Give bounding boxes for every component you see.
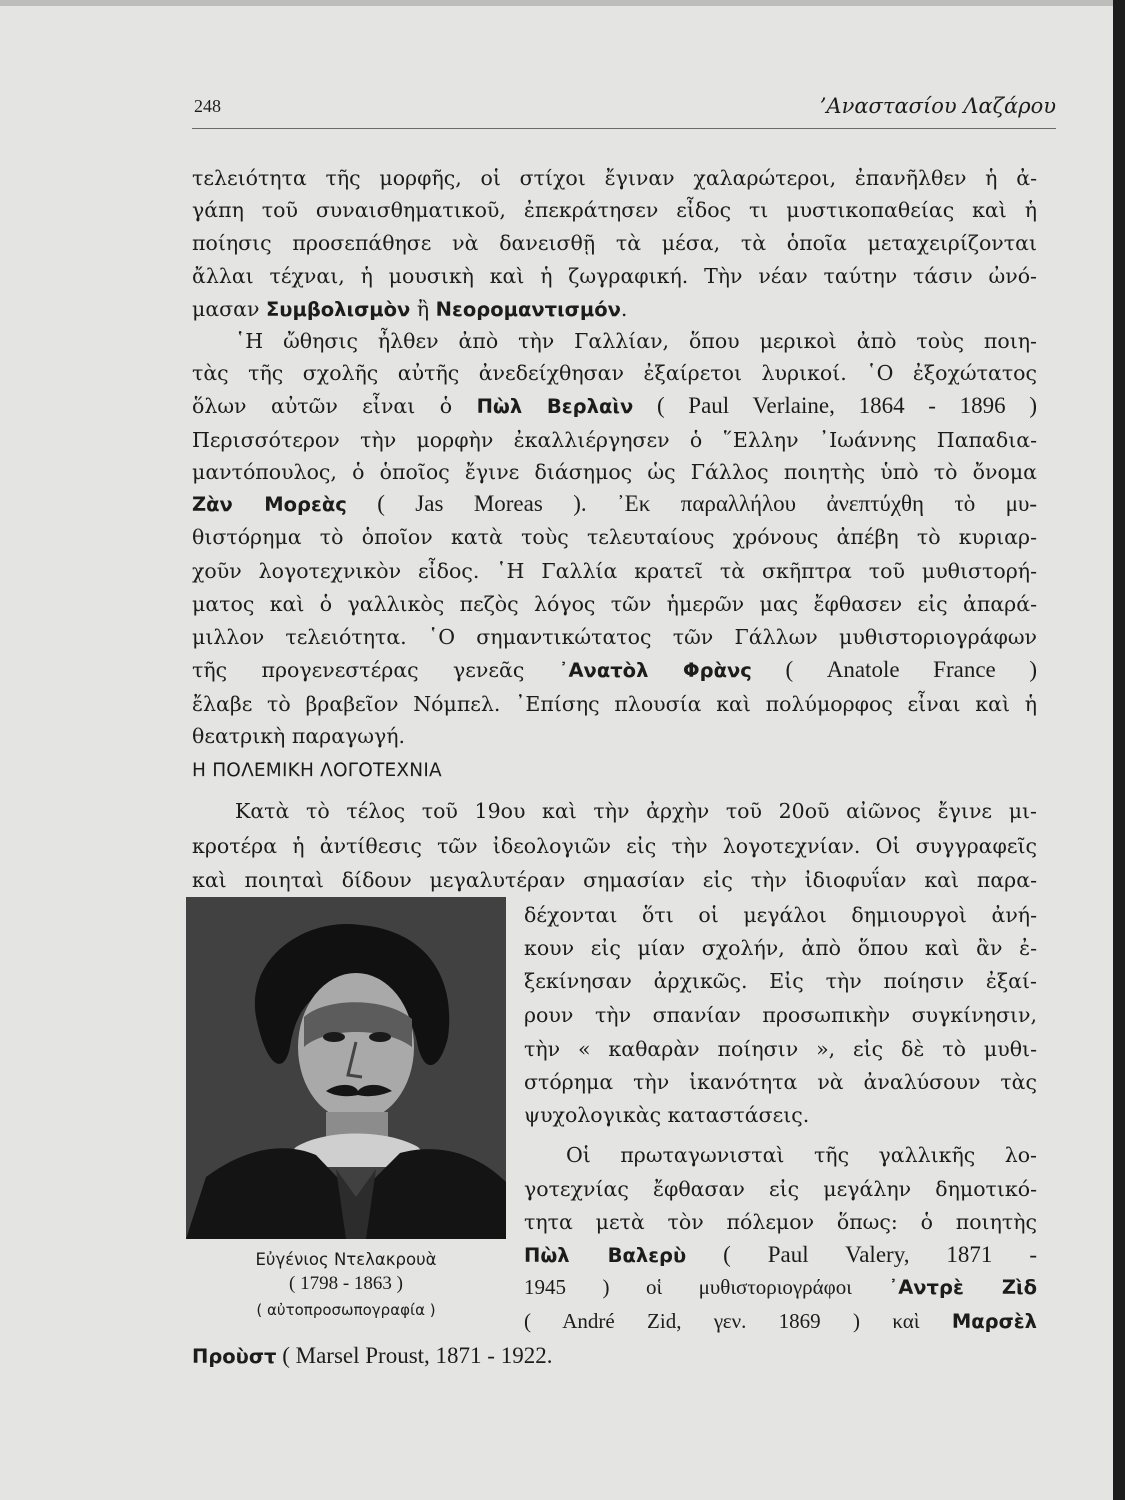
text-line — [192, 390, 1037, 422]
scan-edge-right — [1113, 0, 1125, 1500]
text-line — [192, 488, 1037, 520]
portrait-caption-name: Εὐγένιος Ντελακρουὰ — [255, 1250, 437, 1269]
text-line: κουν εἰς μίαν σχολήν, ἀπὸ ὅπου καὶ ἂν ἐ- — [524, 936, 1037, 960]
bold-name: Πὼλ Βαλερὺ — [524, 1244, 687, 1267]
text-run: ἢ — [410, 297, 436, 321]
bold-term: Συμβολισμὸν — [265, 298, 411, 321]
running-head-author: ’Αναστασίου Λαζάρου — [819, 94, 1056, 118]
text-line: κροτέρα ἡ ἀντίθεσις τῶν ἰδεολογιῶν εἰς τὴν λογοτεχνίαν. Οἱ συγγραφεῖς — [192, 834, 1037, 858]
text-run: μασαν — [192, 297, 266, 321]
bold-name: Μαρσὲλ — [951, 1310, 1037, 1333]
text-line — [192, 293, 1037, 325]
text-run: . — [620, 297, 628, 321]
text-line — [192, 1340, 662, 1372]
text-run: ( André Zid, γεν. 1869 ) καὶ — [524, 1309, 952, 1333]
text-line — [192, 654, 1037, 686]
page-header — [192, 94, 1056, 129]
portrait-caption-years: ( 1798 - 1863 ) — [289, 1273, 403, 1294]
text-line: θιστόρημα τὸ ὁποῖον κατὰ τοὺς τελευταίους χρόνους ἀπέβη τὸ κυριαρ- — [192, 525, 1037, 549]
portrait-caption-note: ( αὐτοπροσωπογραφία ) — [256, 1301, 436, 1319]
text-line: ποίησις προσεπάθησε νὰ δανεισθῇ τὰ μέσα, τὰ ὁποῖα μεταχειρίζονται — [192, 231, 1037, 255]
text-line: Οἱ πρωταγωνισταὶ τῆς γαλλικῆς λο- — [566, 1143, 1037, 1167]
text-line: γοτεχνίας ἔφθασαν εἰς μεγάλην δημοτικό- — [524, 1177, 1037, 1201]
text-line: ματος καὶ ὁ γαλλικὸς πεζὸς λόγος τῶν ἡμερῶν μας ἔφθασεν εἰς ἀπαρά- — [192, 592, 1037, 616]
bold-term: Νεορομαντισμόν — [435, 298, 621, 321]
bold-name: ᾿Αντρὲ Ζὶδ — [888, 1276, 1037, 1299]
latin-run: ( Paul Verlaine, 1864 - 1896 ) — [633, 393, 1038, 418]
text-line: θεατρικὴ παραγωγή. — [192, 724, 406, 748]
text-line — [524, 1305, 1037, 1337]
text-line: χοῦν λογοτεχνικὸν εἶδος. ῾Η Γαλλία κρατεῖ τὰ σκῆπτρα τοῦ μυθιστορή- — [192, 559, 1037, 583]
text-line: μιλλον τελειότητα. ῾Ο σημαντικώτατος τῶν Γάλλων μυθιστοριογράφων — [192, 625, 1037, 649]
latin-run: ( Paul Valery, 1871 - — [686, 1242, 1038, 1267]
text-line: ρουν τὴν σπανίαν προσωπικὴν συγκίνησιν, — [524, 1003, 1037, 1027]
text-line: τελειότητα τῆς μορφῆς, οἱ στίχοι ἔγιναν χαλαρώτεροι, ἐπανῆλθεν ἡ ἀ- — [192, 166, 1037, 190]
latin-run: ( Jas Moreas ). ᾿Εκ παραλλήλου ἀνεπτύχθη τὸ μυ- — [346, 491, 1037, 516]
section-heading: Η ΠΟΛΕΜΙΚΗ ΛΟΓΟΤΕΧΝΙΑ — [192, 760, 442, 781]
text-line: ἔλαβε τὸ βραβεῖον Νόμπελ. ᾿Επίσης πλουσία καὶ πολύμορφος εἶναι καὶ ἡ — [192, 692, 1037, 716]
text-line: στόρημα τὴν ἱκανότητα νὰ ἀναλύσουν τὰς — [524, 1070, 1037, 1094]
page-number: 248 — [194, 96, 221, 116]
text-run: τῆς προγενεστέρας γενεᾶς — [192, 658, 559, 682]
text-line: Περισσότερον τὴν μορφὴν ἐκαλλιέργησεν ὁ ῞Ελλην ᾿Ιωάννης Παπαδια- — [192, 428, 1037, 452]
text-line: ξεκίνησαν ἀρχικῶς. Εἰς τὴν ποίησιν ἐξαί- — [524, 969, 1037, 993]
text-line: γάπη τοῦ συναισθηματικοῦ, ἐπεκράτησεν εἶδος τι μυστικοπαθείας καὶ ἡ — [192, 198, 1037, 222]
text-line: ῾Η ὤθησις ἦλθεν ἀπὸ τὴν Γαλλίαν, ὅπου μερικοὶ ἀπὸ τοὺς ποιη- — [235, 329, 1037, 353]
text-line: τὰς τῆς σχολῆς αὐτῆς ἀνεδείχθησαν ἐξαίρετοι λυρικοί. ῾Ο ἐξοχώτατος — [192, 361, 1037, 385]
text-run: ὅλων αὐτῶν εἶναι ὁ — [192, 394, 477, 418]
text-line: καὶ ποιηταὶ δίδουν μεγαλυτέραν σημασίαν εἰς τὴν ἰδιοφυΐαν καὶ παρα- — [192, 868, 1037, 892]
text-line: δέχονται ὅτι οἱ μεγάλοι δημιουργοὶ ἀνή- — [524, 903, 1037, 927]
portrait-illustration — [186, 897, 506, 1239]
portrait-image — [186, 897, 506, 1239]
bold-name: Πὼλ Βερλαὶν — [476, 395, 634, 418]
scan-edge-top — [0, 0, 1125, 6]
text-line — [524, 1271, 1037, 1303]
text-line: μαντόπουλος, ὁ ὁποῖος ἔγινε διάσημος ὡς Γάλλος ποιητὴς ὑπὸ τὸ ὄνομα — [192, 460, 1037, 484]
text-line: ἄλλαι τέχναι, ἡ μουσικὴ καὶ ἡ ζωγραφική. Τὴν νέαν ταύτην τάσιν ὠνό- — [192, 264, 1037, 288]
text-line: ψυχολογικὰς καταστάσεις. — [524, 1103, 810, 1127]
text-line: Κατὰ τὸ τέλος τοῦ 19ου καὶ τὴν ἀρχὴν τοῦ 20οῦ αἰῶνος ἔγινε μι- — [235, 799, 1037, 823]
text-line — [524, 1239, 1037, 1271]
latin-run: ( Marsel Proust, 1871 - 1922. — [276, 1343, 553, 1368]
bold-name: Ζὰν Μορεὰς — [192, 493, 347, 516]
bold-name: ᾿Ανατὸλ Φρὰνς — [558, 659, 752, 682]
text-line: τὴν « καθαρὰν ποίησιν », εἰς δὲ τὸ μυθι- — [524, 1037, 1037, 1061]
bold-name: Προὺστ — [192, 1345, 277, 1368]
text-line: τητα μετὰ τὸν πόλεμον ὅπως: ὁ ποιητὴς — [524, 1210, 1037, 1234]
latin-run: ( Anatole France ) — [751, 657, 1038, 682]
text-run: 1945 ) οἱ μυθιστοριογράφοι — [524, 1275, 889, 1299]
